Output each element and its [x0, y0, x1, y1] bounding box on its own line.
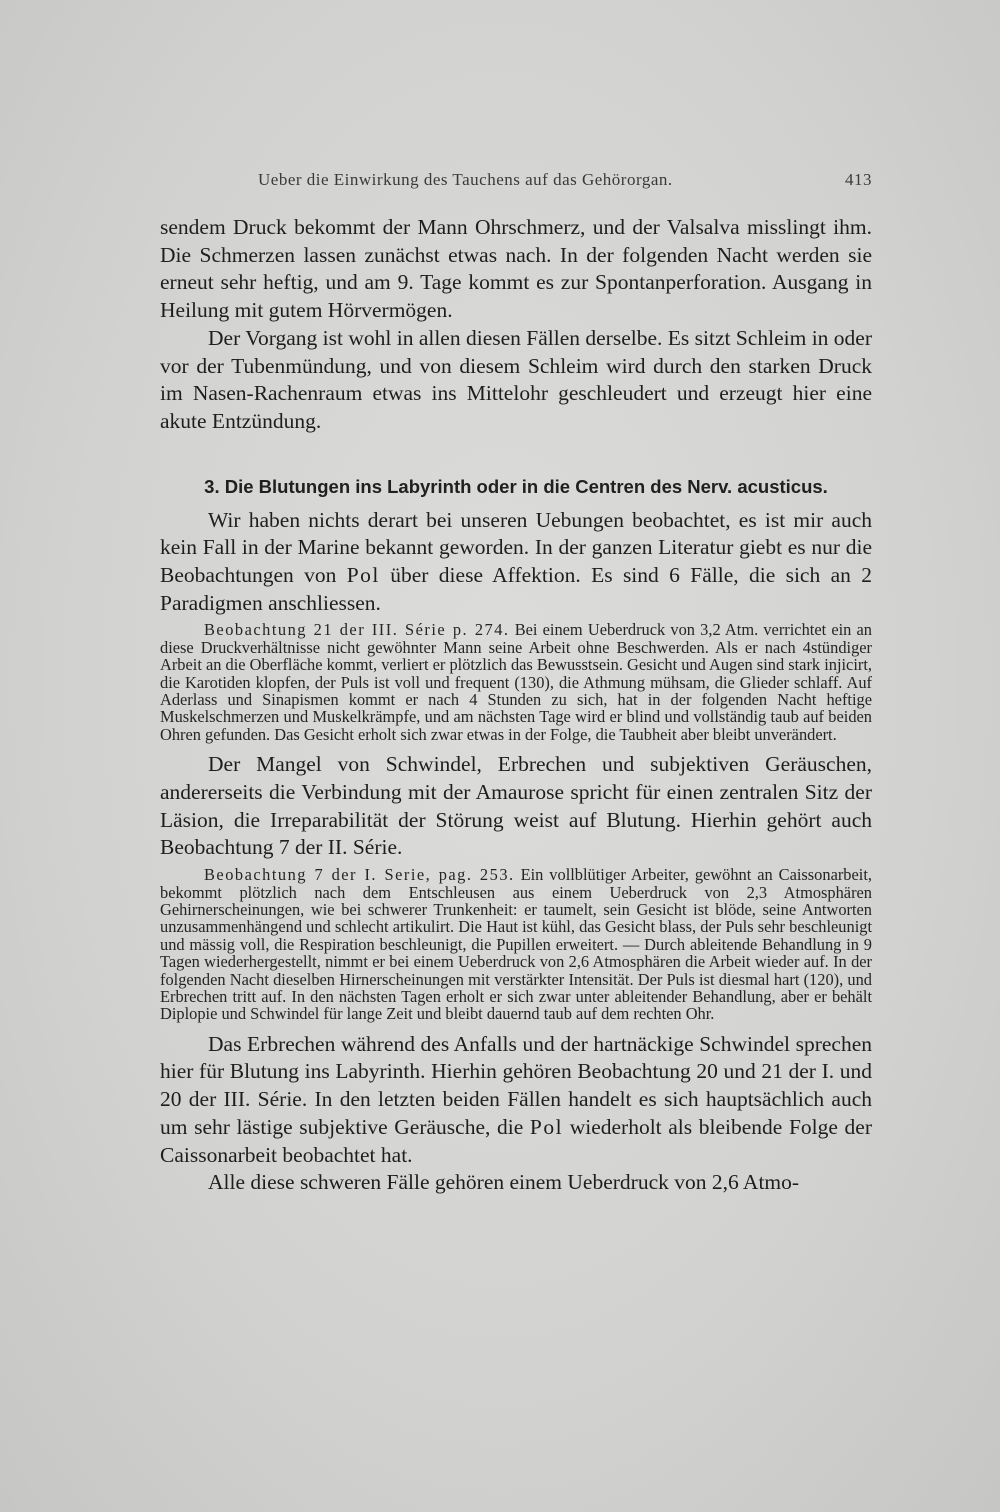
case-note-21: [160, 621, 872, 743]
paragraph-labyrinth-text-b: wiederholt als bleibende Folge der Caissonarbeit beobachtet hat.: [160, 1114, 873, 1167]
page-body: [160, 214, 872, 1197]
paragraph-mechanism: Der Vorgang ist wohl in allen diesen Fällen derselbe. Es sitzt Schleim in oder vor der Tubenmündung, und von diesem Schleim wird durch den starken Druck im Nasen-Rachenraum etwas ins Mittelohr geschleudert und erzeugt hier eine akute Entzündung.: [160, 325, 872, 433]
paragraph-literature-text-a: Wir haben nichts derart bei unseren Uebungen beobachtet, es ist mir auch kein Fall in der Marine bekannt geworden. In der ganzen Literatur giebt es nur die Beobachtungen von: [160, 507, 872, 588]
paragraph-final: Alle diese schweren Fälle gehören einem Ueberdruck von 2,6 Atmo-: [208, 1170, 800, 1195]
paragraph-labyrinth-text-a: Das Erbrechen während des Anfalls und der hartnäckige Schwindel sprechen hier für Blutung ins Labyrinth. Hierhin gehören Beobachtung 20 und 21 der I. und 20 der III. Série. In den letzten beiden Fällen handelt es sich hauptsächlich auch um sehr lästige subjektive Geräusche, die: [160, 1031, 872, 1139]
paragraph-literature: [160, 507, 872, 618]
paragraph-discussion: Der Mangel von Schwindel, Erbrechen und subjektiven Geräuschen, andererseits die Verbindung mit der Amaurose spricht für einen zentralen Sitz der Läsion, die Irreparabilität der Störung weist auf Blutung. Hierhin gehört auch Beobachtung 7 der II. Série.: [160, 752, 872, 860]
author-name: Pol: [529, 1114, 564, 1139]
paragraph-continued: sendem Druck bekommt der Mann Ohrschmerz, und der Valsalva misslingt ihm. Die Schmerzen lassen zunächst etwas nach. In der folgenden Nacht werden sie erneut sehr heftig, und am 9. Tage kommt es zur Spontanperforation. Ausgang in Heilung mit gutem Hörvermögen.: [160, 215, 872, 323]
case-note-text: Ein vollblütiger Arbeiter, gewöhnt an Caissonarbeit, bekommt plötzlich nach dem Entschleusen aus einem Ueberdruck von 2,3 Atmosphären Gehirnerscheinungen, wie bei schwerer Trunkenheit: er taumelt, sein Gesicht ist blöde, seine Antworten unzusammenhängend und schlecht artikulirt. Die Haut ist kühl, das Gesicht blass, der Puls sehr beschleunigt und mässig voll, die Respiration beschleunigt, die Pupillen erweitert. — Durch ableitende Behandlung in 9 Tagen wiederhergestellt, nimmt er bei einem Ueberdruck von 2,6 Atmosphären die Arbeit wieder auf. In der folgenden Nacht dieselben Hirnerscheinungen mit verstärkter Intensität. Der Puls ist diesmal hart (120), und Erbrechen tritt auf. In den nächsten Tagen erholt er sich zwar unter ableitender Behandlung, aber er behält Diplopie und Schwindel für lange Zeit und bleibt dauernd taub auf dem rechten Ohr.: [160, 865, 872, 1024]
running-head: Ueber die Einwirkung des Tauchens auf das Gehörorgan.: [258, 170, 673, 189]
case-note-label: Beobachtung 21 der III. Série p. 274.: [204, 620, 510, 640]
paragraph-literature-text-b: über diese Affektion. Es sind 6 Fälle, die sich an 2 Paradigmen anschliessen.: [160, 563, 872, 615]
section-heading: 3. Die Blutungen ins Labyrinth oder in die Centren des Nerv. acusticus.: [204, 475, 828, 497]
paragraph-labyrinth: [160, 1031, 872, 1170]
author-name: Pol: [346, 563, 380, 588]
page-number: 413: [845, 170, 872, 189]
case-note-text: Bei einem Ueberdruck von 3,2 Atm. verrichtet ein an diese Druckverhältnisse nicht gewöhnter Mann seine Arbeit ohne Beschwerden. Als er nach 4stündiger Arbeit an die Oberfläche kommt, verliert er plötzlich das Bewusstsein. Gesicht und Augen sind stark injicirt, die Karotiden klopfen, der Puls ist voll und frequent (130), die Athmung mühsam, die Glieder schlaff. Auf Aderlass und Sinapismen kommt er nach 4 Stunden zu sich, hat in der folgenden Nacht heftige Muskelschmerzen und Muskelkrämpfe, und am nächsten Tage wird er blind und vollständig taub auf beiden Ohren gefunden. Das Gesicht erholt sich zwar etwas in der Folge, die Taubheit aber bleibt unverändert.: [160, 620, 872, 744]
case-note-label: Beobachtung 7 der I. Serie, pag. 253.: [204, 865, 515, 885]
case-note-7: [160, 866, 872, 1023]
